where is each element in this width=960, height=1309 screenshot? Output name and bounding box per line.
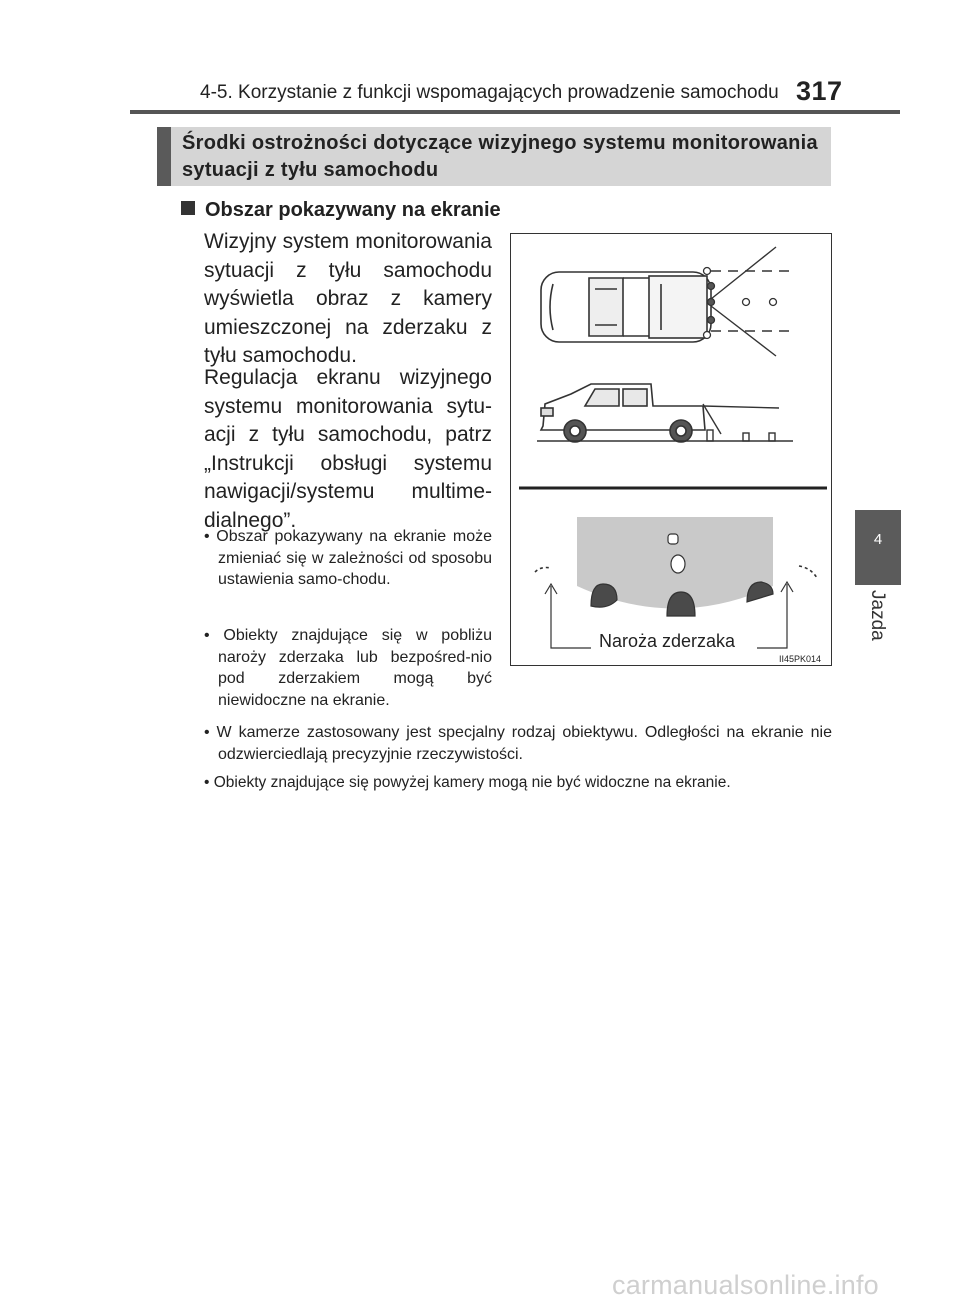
subsection-title: Obszar pokazywany na ekranie	[205, 199, 501, 221]
camera-view-figure	[510, 233, 832, 666]
bullet-item-3: • W kamerze zastosowany jest specjalny rodzaj obiektywu. Odległości na ekranie nie odzwierciedlają precyzyjnie rzeczywistości.	[204, 724, 832, 763]
truck-side-view-icon	[541, 384, 705, 442]
figure-illustration	[511, 234, 833, 667]
paragraph-1: Wizyjny system monitorowania sytuacji z tyłu samochodu wyświetla obraz z kamery umieszczonej na zderzaku z tyłu samochodu.	[204, 230, 492, 367]
bullet-item-1: • Obszar pokazywany na ekranie może zmieniać się w zależności od sposobu ustawienia samo-chodu.	[204, 528, 492, 588]
subsection-heading	[181, 199, 501, 222]
camera-field-lines	[711, 247, 791, 356]
page-header-title: 4-5. Korzystanie z funkcji wspomagających prowadzenie samochodu	[200, 82, 779, 103]
page-number: 317	[796, 76, 843, 106]
truck-top-view-icon	[541, 272, 711, 342]
bullet-item-2: • Obiekty znajdujące się w pobliżu naroży zderzaka lub bezpośred-nio pod zderzakiem mogą być niewidoczne na ekranie.	[204, 627, 492, 709]
header-rule	[130, 110, 900, 114]
section-title-box	[157, 127, 831, 186]
square-bullet-icon	[181, 201, 195, 215]
chapter-tab[interactable]: 4	[855, 510, 901, 585]
chapter-label-text: Jazda	[867, 590, 888, 641]
paragraph-2: Regulacja ekranu wizyjnego systemu monitorowania sytu-acji z tyłu samochodu, patrz „Instrukcji obsługi systemu nawigacji/systemu multime-dialnego”.	[204, 366, 492, 532]
watermark: carmanualsonline.info	[612, 1270, 879, 1300]
bullet-item-4: • Obiekty znajdujące się powyżej kamery mogą nie być widoczne na ekranie.	[204, 774, 731, 791]
section-title-line1: Środki ostrożności dotyczące wizyjnego systemu monitorowania	[182, 132, 818, 154]
section-title-line2: sytuacji z tyłu samochodu	[182, 159, 439, 181]
chapter-tab-label	[862, 588, 894, 658]
figure-code: II45PK014	[779, 654, 822, 664]
camera-screen-view	[535, 517, 817, 621]
bumper-corners-label: Naroża zderzaka	[599, 631, 736, 651]
